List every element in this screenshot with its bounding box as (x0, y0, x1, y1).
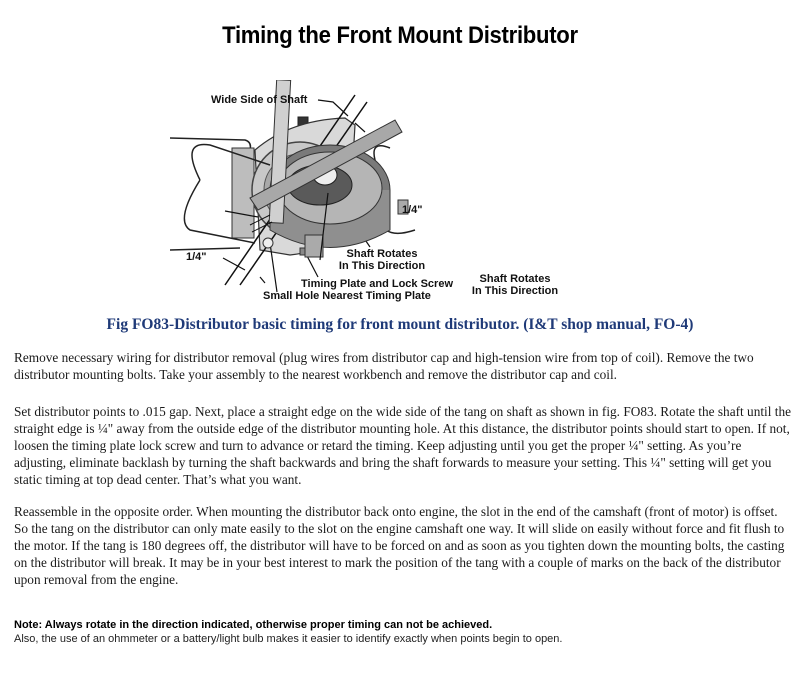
figure-caption: Fig FO83-Distributor basic timing for front mount distributor. (I&T shop manual, FO-4) (106, 316, 694, 333)
note-bold-text: Note: Always rotate in the direction indicated, otherwise proper timing can not be achieved. (14, 619, 493, 631)
distributor-figure (170, 80, 620, 310)
paragraph-removal: Remove necessary wiring for distributor removal (plug wires from distributor cap and high-tension wire from top of coil). Remove the two distributor mounting bolts. Take your assembly to the nearest workbench and remove the distributor cap and coil. (14, 350, 754, 382)
label-shaft-rotates-left-line2: In This Direction (338, 260, 426, 272)
label-shaft-rotates-right-line2: In This Direction (471, 285, 559, 297)
page-title: Timing the Front Mount Distributor (222, 22, 578, 49)
paragraph-timing: Set distributor points to .015 gap. Next, place a straight edge on the wide side of the tang on shaft as shown in fig. FO83. Rotate the shaft until the straight edge is ¼" away from the outside edge of the distributor mounting hole. At this distance, the distributor points should start to open. If not, loosen the timing plate lock screw and turn to advance or retard the timing. Keep adjusting until you get the proper ¼" setting. As you’re adjusting, eliminate backlash by turning the shaft backwards and bring the shaft forwards to measure your setting. This ¼" setting will get you static timing at top dead center. That’s what you want. (14, 404, 791, 487)
label-shaft-rotates-left (332, 248, 432, 272)
note-block (14, 619, 574, 646)
label-shaft-rotates-right-line1: Shaft Rotates (479, 273, 551, 285)
label-small-hole-nearest-timing-plate: Small Hole Nearest Timing Plate (263, 290, 431, 302)
label-shaft-rotates-left-line1: Shaft Rotates (346, 248, 418, 260)
right-distributor-drawing (184, 80, 408, 260)
label-quarter-inch-right: 1/4" (402, 204, 423, 216)
note-text: Also, the use of an ohmmeter or a battery/light bulb makes it easier to identify exactly when points begin to open. (14, 632, 563, 645)
label-quarter-inch-left: 1/4" (186, 251, 207, 263)
label-timing-plate-and-lock-screw: Timing Plate and Lock Screw (301, 278, 454, 290)
label-wide-side-of-shaft: Wide Side of Shaft (211, 94, 308, 106)
label-shaft-rotates-right (465, 273, 565, 297)
paragraph-reassemble: Reassemble in the opposite order. When mounting the distributor back onto engine, the slot in the end of the camshaft (front of motor) is offset. So the tang on the distributor can only mate easily to the slot on the engine camshaft one way. It will slide on easily without force and fit flush to the motor. If the tang is 180 degrees off, the distributor will have to be forced on and as soon as you tighten down the mounting bolts, the casting on the distributor will break. It may be in your best interest to mark the position of the tang with a couple of marks on the back of the distributor upon removal from the engine. (14, 504, 785, 587)
